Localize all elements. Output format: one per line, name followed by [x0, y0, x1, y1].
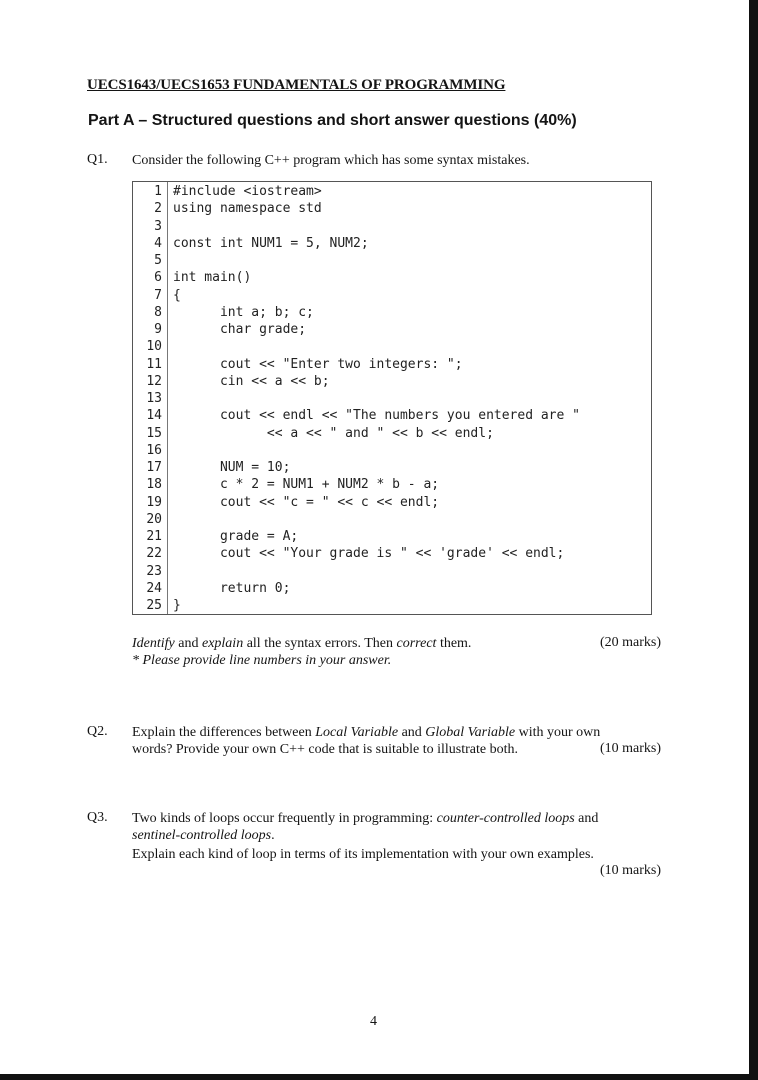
- code-line-text: {: [173, 287, 181, 303]
- code-line-number: 5: [154, 253, 162, 268]
- q2-text-line2: words? Provide your own C++ code that is suitable to illustrate both.: [132, 742, 518, 757]
- q2-marks: (10 marks): [599, 741, 661, 756]
- q1-number: Q1.: [87, 152, 108, 167]
- code-line-number: 2: [154, 201, 162, 217]
- code-line-text: cout << endl << "The numbers you entered are ": [173, 408, 580, 424]
- code-line-number: 18: [146, 477, 162, 493]
- code-line-text: cin << a << b;: [173, 373, 330, 389]
- code-line-number: 14: [146, 408, 162, 424]
- code-line-number: 16: [146, 442, 162, 458]
- code-line-text: #include <iostream>: [173, 184, 322, 199]
- code-line-number: 8: [154, 304, 162, 320]
- code-line-number: 12: [146, 373, 162, 389]
- q3-number: Q3.: [87, 810, 108, 825]
- code-listing: [132, 181, 652, 615]
- q3-marks: (10 marks): [599, 863, 661, 878]
- code-line-text: return 0;: [173, 580, 291, 596]
- code-line-number: 4: [154, 235, 162, 251]
- code-line-number: 17: [146, 460, 162, 475]
- code-line-number: 6: [154, 270, 162, 286]
- q3-text-line1: Two kinds of loops occur frequently in programming: counter-controlled loops and: [132, 811, 599, 826]
- part-heading: Part A – Structured questions and short answer questions (40%): [88, 112, 577, 129]
- code-line-number: 3: [154, 218, 162, 234]
- code-line-text: char grade;: [173, 322, 307, 337]
- code-line-text: grade = A;: [173, 529, 299, 544]
- code-line-number: 24: [146, 580, 162, 596]
- code-line-text: c * 2 = NUM1 + NUM2 * b - a;: [173, 477, 440, 493]
- code-line-text: cout << "Your grade is " << 'grade' << endl;: [173, 546, 565, 562]
- q3-text-line3: Explain each kind of loop in terms of its implementation with your own examples.: [132, 847, 594, 862]
- code-line-text: cout << "c = " << c << endl;: [173, 494, 440, 510]
- q1-instruction: Identify and explain all the syntax errors. Then correct them.: [132, 636, 472, 651]
- code-line-number: 19: [146, 494, 162, 510]
- code-line-text: const int NUM1 = 5, NUM2;: [173, 235, 369, 251]
- code-line-text: using namespace std: [173, 201, 322, 217]
- code-line-number: 15: [146, 425, 162, 441]
- code-line-number: 22: [146, 546, 162, 562]
- q2-text-line1: Explain the differences between Local Variable and Global Variable with your own: [132, 725, 601, 740]
- code-line-text: NUM = 10;: [173, 460, 291, 475]
- code-line-number: 10: [146, 339, 162, 355]
- code-line-text: }: [173, 598, 181, 613]
- scan-edge-bottom: [0, 1074, 758, 1080]
- q1-intro: Consider the following C++ program which has some syntax mistakes.: [132, 153, 530, 168]
- code-line-number: 25: [146, 598, 162, 613]
- code-line-number: 1: [154, 184, 162, 199]
- course-title: UECS1643/UECS1653 FUNDAMENTALS OF PROGRAMMING: [87, 77, 506, 93]
- code-line-number: 7: [154, 287, 162, 303]
- q2-number: Q2.: [87, 724, 108, 739]
- q1-note: * Please provide line numbers in your answer.: [132, 653, 392, 668]
- code-line-number: 11: [146, 356, 162, 372]
- code-line-number: 23: [146, 563, 162, 579]
- q1-marks: (20 marks): [599, 635, 661, 650]
- code-line-number: 20: [146, 511, 162, 527]
- code-line-number: 9: [154, 322, 162, 337]
- page-number: 4: [370, 1014, 377, 1029]
- q3-text-line2: sentinel-controlled loops.: [132, 828, 275, 843]
- code-line-text: int main(): [173, 270, 252, 286]
- code-line-text: int a; b; c;: [173, 304, 314, 320]
- code-line-number: 13: [146, 391, 162, 406]
- code-line-text: << a << " and " << b << endl;: [173, 425, 494, 441]
- code-line-number: 21: [146, 529, 162, 544]
- code-line-text: cout << "Enter two integers: ";: [173, 356, 463, 372]
- scan-edge-right: [749, 0, 758, 1080]
